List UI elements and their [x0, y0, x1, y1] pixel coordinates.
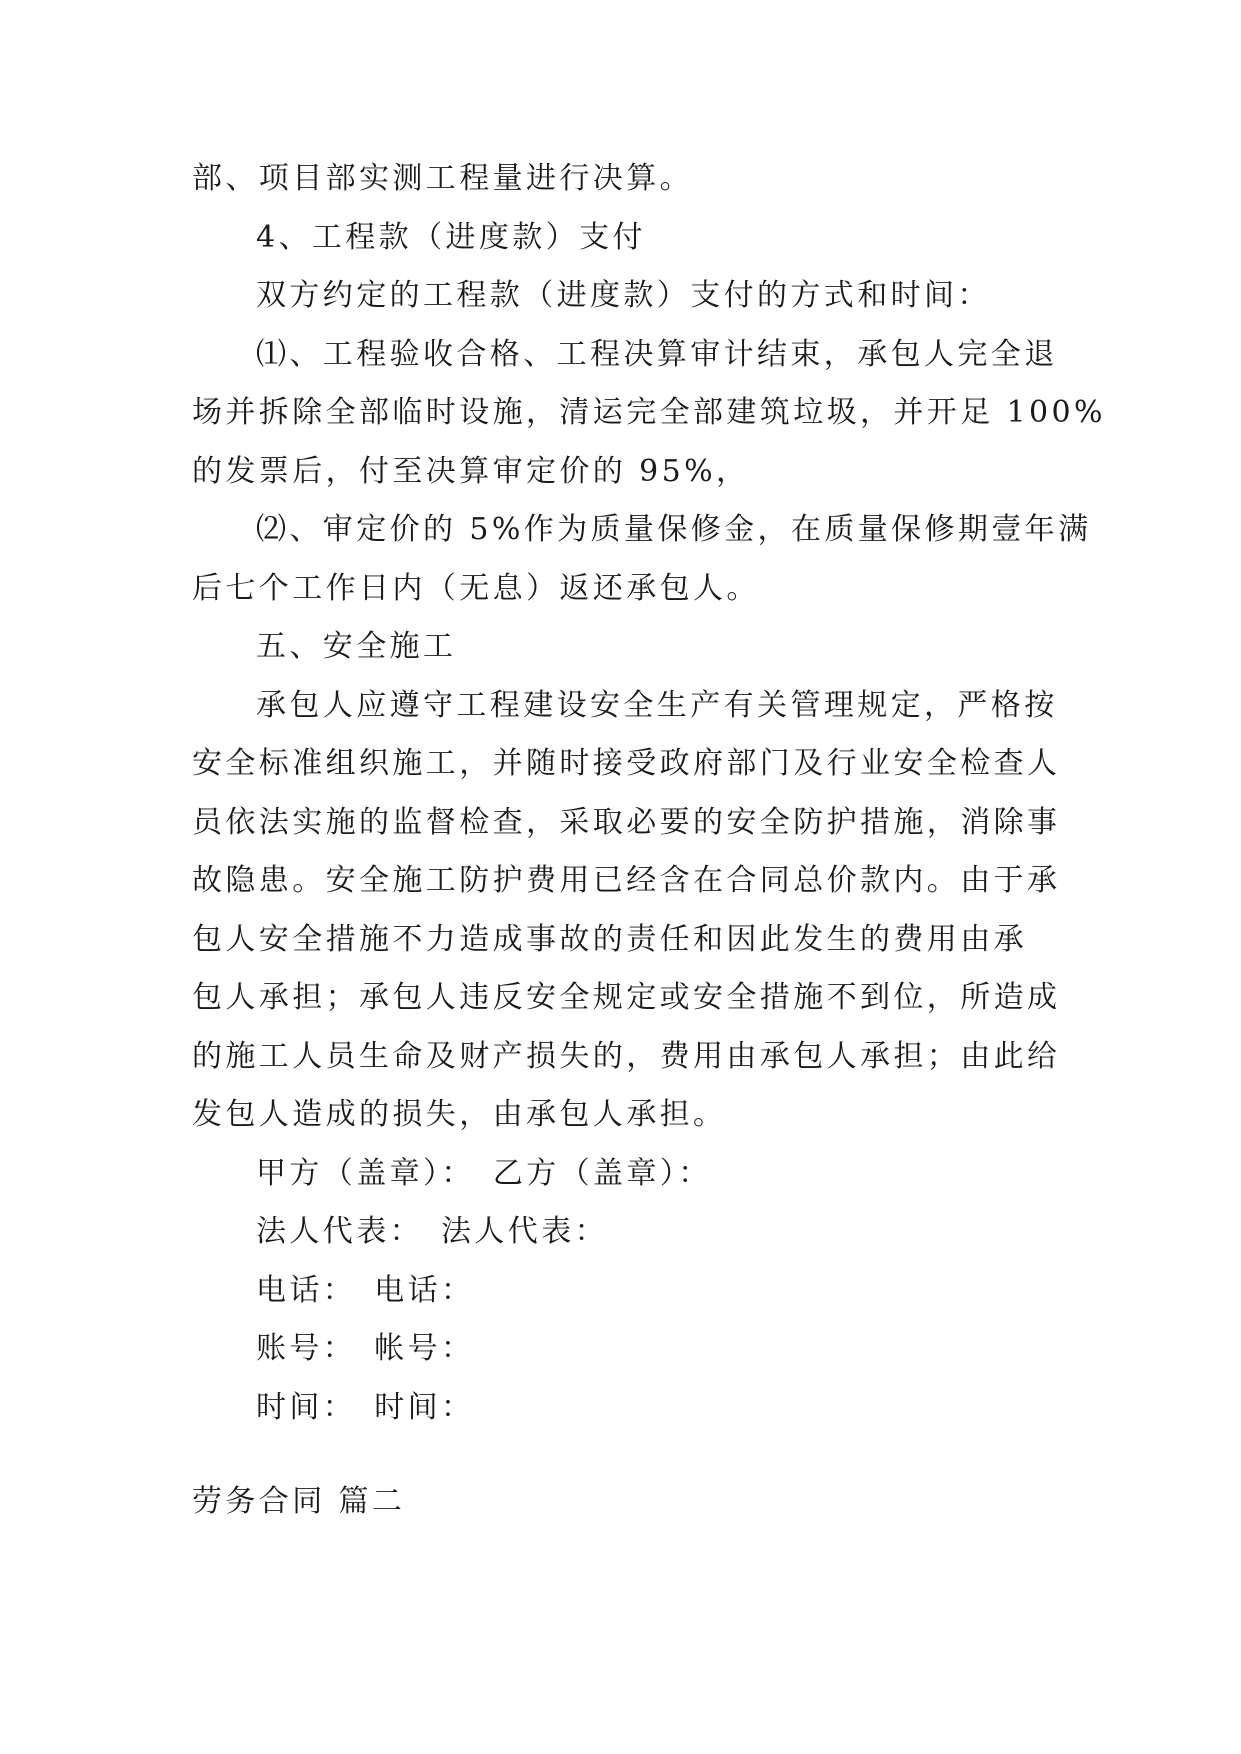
paragraph-line: ⑴、工程验收合格、工程决算审计结束，承包人完全退 — [256, 336, 1058, 372]
paragraph-line: 承包人应遵守工程建设安全生产有关管理规定，严格按 — [256, 687, 1058, 723]
paragraph-line: 包人安全措施不力造成事故的责任和因此发生的费用由承 — [192, 921, 1027, 957]
paragraph-line: 部、项目部实测工程量进行决算。 — [192, 161, 693, 196]
legal-rep-b-label: 法人代表： — [441, 1214, 608, 1249]
party-b-seal-label: 乙方（盖章）： — [492, 1155, 712, 1191]
paragraph-line: 4、工程款（进度款）支付 — [256, 219, 646, 255]
paragraph-line: 的发票后，付至决算审定价的 95%， — [192, 453, 750, 489]
paragraph-line: ⑵、审定价的 5%作为质量保修金，在质量保修期壹年满 — [256, 512, 1092, 547]
paragraph-line: 包人承担；承包人违反安全规定或安全措施不到位，所造成 — [192, 980, 1061, 1015]
paragraph-line: 安全标准组织施工，并随时接受政府部门及行业安全检查人 — [192, 746, 1061, 781]
phone-b-label: 电话： — [374, 1272, 475, 1308]
time-a-label: 时间： — [256, 1389, 357, 1425]
signature-phone-row — [192, 1262, 1072, 1321]
legal-rep-a-label: 法人代表： — [256, 1214, 423, 1249]
signature-time-row — [192, 1379, 1072, 1438]
paragraph-line: 员依法实施的监督检查，采取必要的安全防护措施，消除事 — [192, 804, 1061, 840]
signature-party-row — [192, 1145, 1072, 1204]
paragraph-line: 故隐患。安全施工防护费用已经含在合同总价款内。由于承 — [192, 863, 1061, 898]
paragraph-line: 双方约定的工程款（进度款）支付的方式和时间： — [256, 278, 991, 313]
party-a-seal-label: 甲方（盖章）： — [256, 1155, 475, 1191]
phone-a-label: 电话： — [256, 1272, 357, 1308]
signature-legal-rep-row — [192, 1203, 1072, 1262]
next-section-title: 劳务合同 篇二 — [192, 1484, 406, 1519]
paragraph-line: 后七个工作日内（无息）返还承包人。 — [192, 570, 760, 606]
section-heading-safety: 五、安全施工 — [256, 629, 457, 664]
account-a-label: 账号： — [256, 1331, 357, 1366]
time-b-label: 时间： — [374, 1389, 475, 1425]
paragraph-line: 发包人造成的损失，由承包人承担。 — [192, 1097, 727, 1132]
paragraph-line: 的施工人员生命及财产损失的，费用由承包人承担；由此给 — [192, 1038, 1061, 1074]
signature-account-row — [192, 1320, 1072, 1379]
account-b-label: 帐号： — [374, 1331, 475, 1366]
document-page — [192, 150, 1106, 1437]
paragraph-line: 场并拆除全部临时设施，清运完全部建筑垃圾，并开足 100% — [192, 395, 1106, 430]
